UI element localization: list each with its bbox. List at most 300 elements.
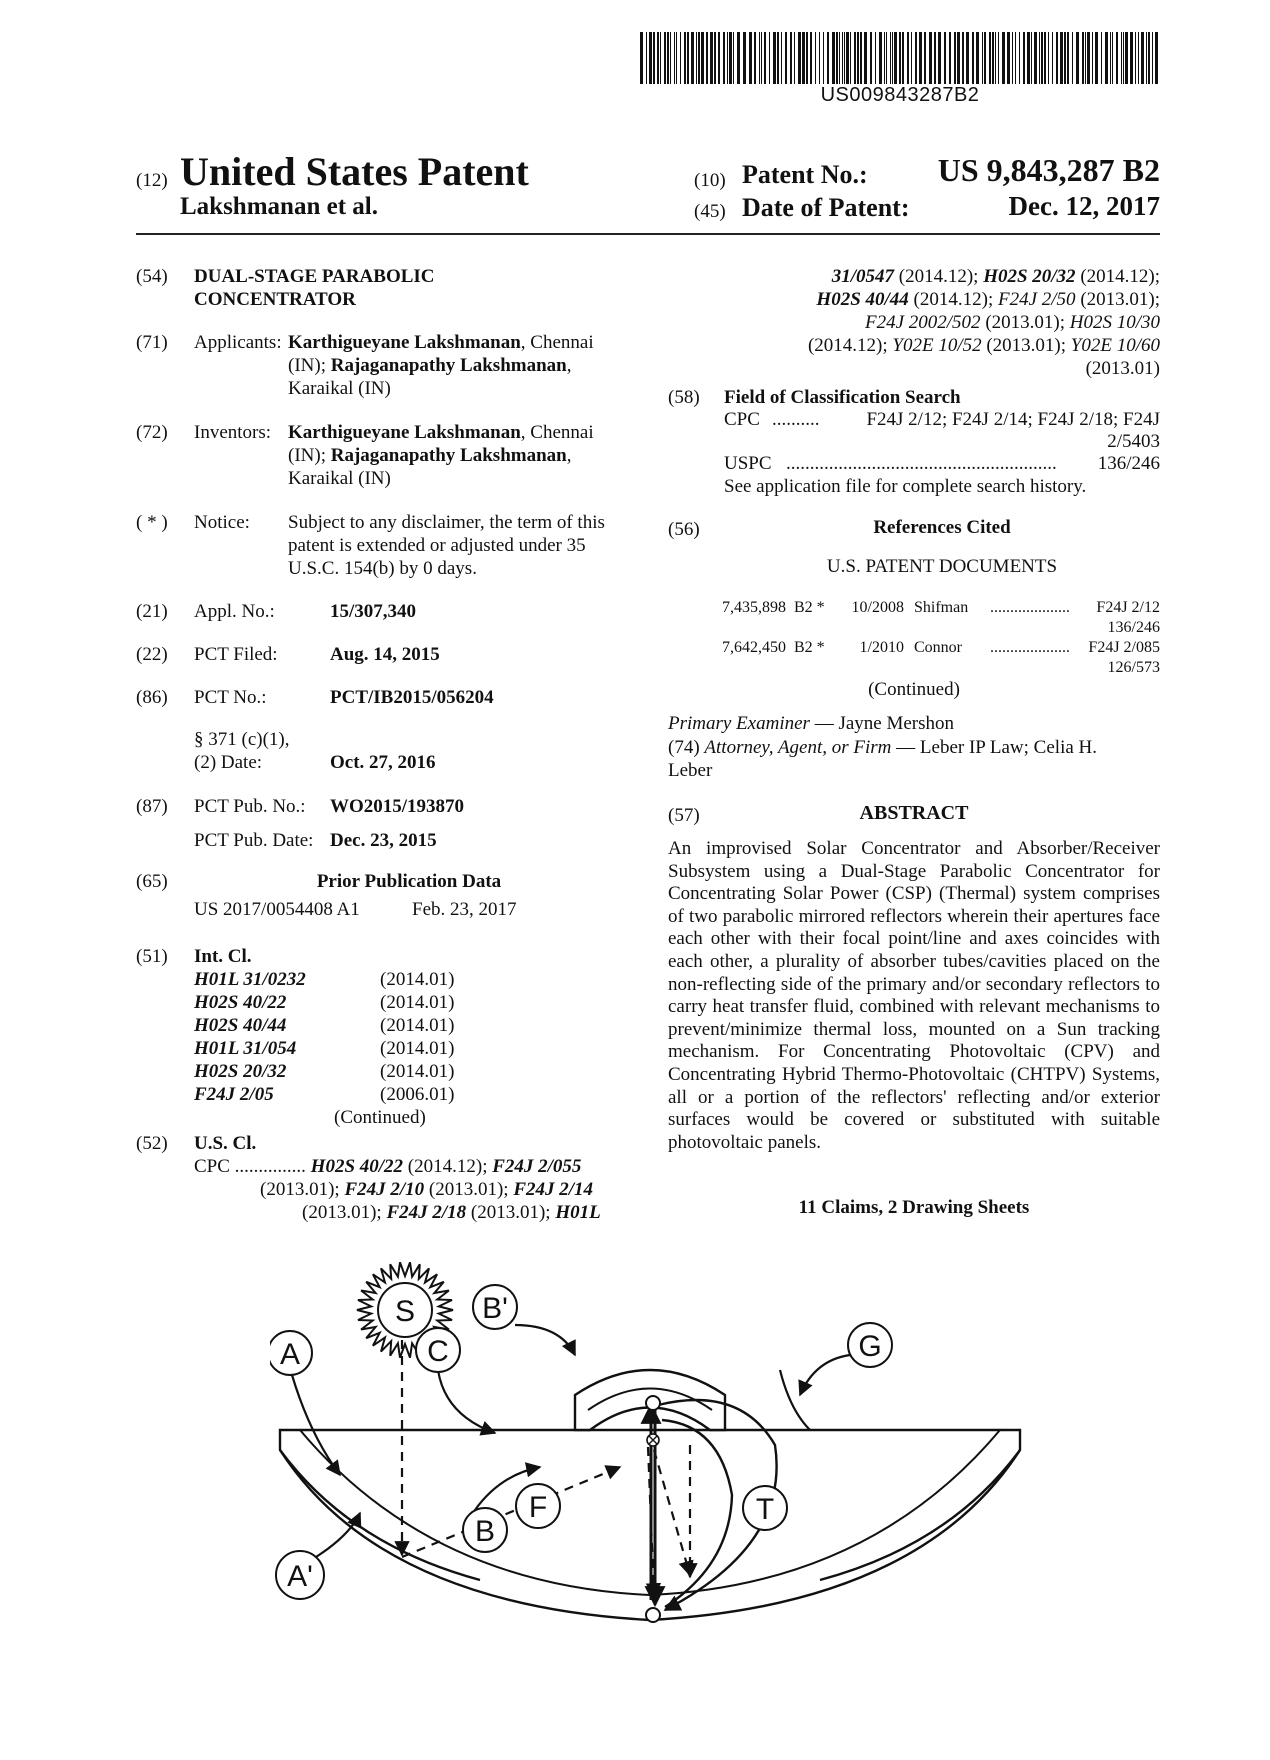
barcode-bar	[1130, 32, 1133, 84]
pct-no-value: PCT/IB2015/056204	[330, 687, 494, 708]
barcode-bar	[1155, 32, 1158, 84]
ref-dots: ....................	[990, 639, 1070, 656]
us-cl-cpc: CPC	[194, 1156, 230, 1177]
cpc-cont-ver7: (2013.01);	[981, 335, 1071, 356]
barcode-bar	[749, 32, 752, 84]
barcode-bar	[907, 32, 909, 84]
field-search-cpc-value2: 2/5403	[1107, 431, 1160, 452]
barcode-bar	[1148, 32, 1150, 84]
barcode-bar	[1087, 32, 1090, 84]
barcode-bar	[894, 32, 897, 84]
attorney-name2: Leber	[668, 760, 713, 781]
field-search-cpc-value1: F24J 2/12; F24J 2/14; F24J 2/18; F24J	[866, 409, 1160, 430]
label-B	[463, 1508, 507, 1552]
label-B-text: B	[474, 1515, 496, 1548]
label-S-text: S	[394, 1295, 416, 1328]
barcode-bar	[864, 32, 867, 84]
int-cl-continued: (Continued)	[334, 1107, 426, 1128]
field-search-uspc-dots: .........................................................	[786, 453, 1057, 474]
examiner-label: Primary Examiner	[668, 713, 810, 734]
barcode-bar	[660, 32, 661, 84]
int-cl-code: H02S 20/32	[194, 1061, 287, 1082]
barcode-bar	[846, 32, 849, 84]
s371-date-label: (2) Date:	[194, 752, 263, 773]
ref-kind: B2 *	[794, 639, 825, 656]
barcode-bar	[798, 32, 801, 84]
barcode-bar	[794, 32, 795, 84]
patent-no-code: (10)	[694, 170, 726, 191]
cpc-cont-code6: H02S 10/30	[1069, 312, 1160, 333]
barcode-bar	[842, 32, 843, 84]
inventor-loc2: ,	[566, 445, 572, 466]
header-rule	[136, 233, 1160, 235]
cpc-cont-code4: F24J 2/50	[997, 289, 1076, 310]
barcode-bar	[1105, 32, 1108, 84]
examiner-dash: —	[809, 713, 839, 734]
barcode-bar	[737, 32, 740, 84]
field-57-num: (57)	[668, 805, 700, 826]
cpc-cont-line4	[668, 334, 1160, 357]
barcode-bar	[664, 32, 666, 84]
us-cl-code1: H02S 40/22	[310, 1156, 404, 1177]
barcode-bar	[879, 32, 882, 84]
barcode-bar	[777, 32, 779, 84]
label-Bp	[473, 1285, 517, 1329]
date-label: Date of Patent:	[742, 193, 910, 222]
label-C-text: C	[427, 1335, 449, 1368]
barcode-bar	[1041, 32, 1043, 84]
cpc-cont-code8: Y02E 10/60	[1070, 335, 1160, 356]
barcode-bar	[743, 32, 746, 84]
barcode-bar	[854, 32, 856, 84]
barcode-bar	[966, 32, 969, 84]
cpc-cont-ver3: (2014.12);	[908, 289, 998, 310]
barcode-bar	[1072, 32, 1073, 84]
barcode-bar	[934, 32, 936, 84]
barcode-bar	[1064, 32, 1066, 84]
label-Ap-text: A'	[287, 1560, 313, 1593]
representative-drawing	[270, 1245, 1030, 1635]
us-cl-code5: F24J 2/18	[386, 1202, 467, 1223]
label-Ap	[276, 1551, 324, 1599]
inventor-name1: Karthigueyane Lakshmanan	[288, 422, 521, 443]
us-cl-code4: F24J 2/14	[513, 1179, 594, 1200]
barcode-bar	[790, 32, 792, 84]
us-cl-dots: ...............	[234, 1156, 306, 1177]
barcode-bar	[1023, 32, 1025, 84]
cpc-cont-code2: H02S 20/32	[983, 266, 1076, 287]
inventors-label: Inventors:	[194, 422, 272, 443]
references-continued: (Continued)	[868, 679, 960, 700]
us-cl-code6: H01L	[555, 1202, 601, 1223]
prior-pub-number: US 2017/0054408 A1	[194, 899, 360, 920]
attorney-dash: —	[891, 737, 920, 758]
invention-title-line2: CONCENTRATOR	[194, 289, 356, 310]
label-C	[416, 1328, 460, 1372]
barcode-bar	[657, 32, 659, 84]
barcode-bar	[1146, 32, 1147, 84]
references-heading: References Cited	[873, 517, 1011, 538]
barcode-bar	[687, 32, 689, 84]
int-cl-code: H02S 40/22	[194, 992, 287, 1013]
inventor-short: Lakshmanan et al.	[180, 193, 378, 220]
cpc-cont-line5: (2013.01)	[1085, 358, 1160, 379]
barcode-bar	[962, 32, 964, 84]
int-cl-code: H01L 31/054	[194, 1038, 297, 1059]
barcode-bar	[1092, 32, 1093, 84]
cpc-cont-code3: H02S 40/44	[816, 289, 909, 310]
barcode-bar	[832, 32, 835, 84]
label-G-text: G	[858, 1330, 882, 1363]
us-cl-line2	[260, 1178, 593, 1201]
barcode-bar	[1048, 32, 1049, 84]
barcode-bar	[729, 32, 732, 84]
field-22-num: (22)	[136, 644, 168, 665]
barcode-bar	[1044, 32, 1046, 84]
date-value: Dec. 12, 2017	[1008, 191, 1160, 221]
barcode-bar	[972, 32, 974, 84]
invention-title-line1: DUAL-STAGE PARABOLIC	[194, 266, 435, 287]
applicant-loc1: , Chennai	[520, 332, 594, 353]
barcode-bar	[1116, 32, 1118, 84]
pct-filed-value: Aug. 14, 2015	[330, 644, 440, 665]
barcode-bar	[646, 32, 647, 84]
field-52-num: (52)	[136, 1133, 168, 1154]
ref-kind: B2 *	[794, 599, 825, 616]
barcode-bar	[823, 32, 824, 84]
ref-number: 7,642,450	[722, 639, 786, 656]
notice-line2: patent is extended or adjusted under 35	[288, 535, 586, 556]
field-search-cpc-dots: ..........	[772, 409, 820, 430]
us-cl-heading: U.S. Cl.	[194, 1133, 257, 1154]
barcode-bar	[1082, 32, 1084, 84]
barcode-bar	[761, 32, 762, 84]
abstract-heading: ABSTRACT	[859, 802, 969, 824]
barcode-bar	[1031, 32, 1032, 84]
ref-class2: 126/573	[1107, 659, 1160, 676]
ref-date: 1/2010	[859, 639, 904, 656]
barcode-bar	[836, 32, 838, 84]
us-cl-line1	[194, 1155, 581, 1178]
inventor-loc3: Karaikal (IN)	[288, 468, 391, 489]
field-search-heading: Field of Classification Search	[724, 387, 961, 408]
inventor-loc1: , Chennai	[520, 422, 594, 443]
cpc-cont-line1	[668, 265, 1160, 288]
barcode-bar	[890, 32, 891, 84]
barcode-bar	[938, 32, 941, 84]
abstract-body: An improvised Solar Concentrator and Absorber/Receiver Subsystem using a Dual-Stage Parabolic Concentrator for Concentrating Solar Power (CSP) (Thermal) system comprises of two parabolic mirrored reflectors wherein their apertures face each other with their focal point/line and axes coincides with each other, a plurality of absorber tubes/cavities placed on the non-reflecting side of the primary and/or secondary reflectors to carry heat transfer fluid, combined with relevant mechanisms to prevent/minimize thermal loss, mounted on a Sun tracking mechanism. For Concentrating Photovoltaic (CPV) and Concentrating Hybrid Thermo-Photovoltaic (CHTPV) Systems, all or a portion of the reflectors' reflecting and/or exterior surfaces would be covered or substituted with suitable photovoltaic panels.	[668, 838, 1160, 1153]
ref-number: 7,435,898	[722, 599, 786, 616]
pct-pub-no-value: WO2015/193870	[330, 796, 465, 817]
barcode-bar	[759, 32, 760, 84]
barcode-bar	[1112, 32, 1113, 84]
ref-name: Connor	[914, 639, 962, 656]
cpc-cont-ver2: (2014.12);	[1075, 266, 1160, 287]
barcode-bar	[674, 32, 675, 84]
callout-arrow-G-tail	[780, 1370, 810, 1430]
barcode-bar	[850, 32, 851, 84]
barcode-bar	[1056, 32, 1058, 84]
ref-date: 10/2008	[851, 599, 904, 616]
barcode-bar	[989, 32, 991, 84]
label-T-text: T	[755, 1493, 775, 1526]
notice-line3: U.S.C. 154(b) by 0 days.	[288, 558, 477, 579]
cpc-cont-line3	[668, 311, 1160, 334]
field-56-num: (56)	[668, 519, 700, 540]
barcode-bar	[957, 32, 960, 84]
examiner-line	[668, 712, 954, 735]
int-cl-version: (2014.01)	[380, 969, 455, 990]
inventor-name2: Rajaganapathy Lakshmanan	[330, 445, 567, 466]
barcode-bar	[1123, 32, 1124, 84]
barcode-bar	[902, 32, 904, 84]
field-21-num: (21)	[136, 601, 168, 622]
s371-date-value: Oct. 27, 2016	[330, 752, 436, 773]
notice-line1: Subject to any disclaimer, the term of this	[288, 512, 605, 533]
cpc-cont-code1: 31/0547	[831, 266, 894, 287]
attorney-name1: Leber IP Law; Celia H.	[919, 737, 1098, 758]
field-search-uspc-label: USPC	[724, 453, 772, 474]
barcode-bar	[680, 32, 681, 84]
barcode-bar	[701, 32, 704, 84]
field-search-see: See application file for complete search history.	[724, 476, 1087, 497]
pct-pub-date-value: Dec. 23, 2015	[330, 830, 437, 851]
barcode-bar	[886, 32, 887, 84]
barcode-bar	[696, 32, 697, 84]
prior-pub-heading: Prior Publication Data	[316, 871, 502, 892]
s371-label: § 371 (c)(1),	[194, 729, 290, 750]
barcode-bar	[815, 32, 816, 84]
barcode-bar	[1052, 32, 1053, 84]
barcode-bar	[802, 32, 805, 84]
field-search-uspc-value: 136/246	[1097, 453, 1160, 474]
barcode-bar	[653, 32, 655, 84]
field-54-num: (54)	[136, 266, 168, 287]
barcode-bar	[649, 32, 652, 84]
barcode-bar	[899, 32, 901, 84]
attorney-num: (74)	[668, 737, 705, 758]
barcode-bar	[1095, 32, 1098, 84]
barcode-bar	[1027, 32, 1030, 84]
prior-pub-date: Feb. 23, 2017	[412, 899, 517, 920]
barcode-bar	[684, 32, 686, 84]
barcode-bar	[984, 32, 986, 84]
barcode-bar	[1034, 32, 1037, 84]
applicant-line2	[288, 354, 571, 377]
references-sub: U.S. PATENT DOCUMENTS	[826, 556, 1058, 577]
barcode-bar	[998, 32, 999, 84]
barcode-bar	[915, 32, 917, 84]
barcode-bar	[785, 32, 787, 84]
int-cl-code: H01L 31/0232	[194, 969, 306, 990]
int-cl-version: (2014.01)	[380, 1061, 455, 1082]
applicant-loc2: ,	[566, 355, 572, 376]
ref-class2: 136/246	[1107, 619, 1160, 636]
barcode-bar	[723, 32, 725, 84]
int-cl-code: F24J 2/05	[194, 1084, 274, 1105]
barcode-bar	[884, 32, 885, 84]
cpc-cont-line2	[668, 288, 1160, 311]
appl-no-label: Appl. No.:	[194, 601, 275, 622]
pct-pub-date-label: PCT Pub. Date:	[194, 830, 314, 851]
us-cl-line3	[302, 1201, 601, 1224]
ref-class: F24J 2/12	[1096, 599, 1160, 616]
barcode-bar	[1152, 32, 1153, 84]
claims-count: 11 Claims, 2 Drawing Sheets	[798, 1197, 1030, 1218]
barcode-bar	[839, 32, 840, 84]
barcode-bar	[1002, 32, 1005, 84]
pct-pub-no-label: PCT Pub. No.:	[194, 796, 306, 817]
barcode-bar	[1141, 32, 1144, 84]
applicant-line1	[288, 331, 594, 354]
int-cl-heading: Int. Cl.	[194, 946, 252, 967]
barcode-bar	[670, 32, 671, 84]
barcode-bar	[718, 32, 720, 84]
cpc-cont-code5: F24J 2002/502	[864, 312, 981, 333]
barcode-bar	[992, 32, 994, 84]
applicants-label: Applicants:	[194, 332, 282, 353]
callout-arrow-G	[800, 1355, 850, 1395]
patent-no-label: Patent No.:	[742, 160, 868, 189]
callout-arrow-C	[438, 1370, 495, 1433]
barcode-bar	[806, 32, 808, 84]
barcode-bar	[875, 32, 876, 84]
int-cl-version: (2014.01)	[380, 992, 455, 1013]
field-87-num: (87)	[136, 796, 168, 817]
barcode-bar	[924, 32, 926, 84]
patent-title-heading: United States Patent	[180, 149, 529, 194]
barcode-bar	[698, 32, 700, 84]
field-58-num: (58)	[668, 387, 700, 408]
patent-no-value: US 9,843,287 B2	[937, 152, 1160, 188]
barcode-bar	[982, 32, 983, 84]
field-71-num: (71)	[136, 332, 168, 353]
barcode-bar	[1012, 32, 1013, 84]
barcode-bar	[1101, 32, 1102, 84]
barcode-bar	[857, 32, 859, 84]
pct-no-label: PCT No.:	[194, 687, 267, 708]
us-cl-ver5: (2013.01);	[466, 1202, 556, 1223]
barcode-bar	[1135, 32, 1136, 84]
barcode-bar	[1076, 32, 1079, 84]
us-cl-ver1: (2014.12);	[403, 1156, 493, 1177]
cpc-cont-code7: Y02E 10/52	[892, 335, 982, 356]
barcode-bar	[1019, 32, 1020, 84]
us-cl-ver2: (2013.01);	[260, 1179, 345, 1200]
int-cl-version: (2006.01)	[380, 1084, 455, 1105]
inventor-line1	[288, 421, 594, 444]
barcode-bar	[929, 32, 932, 84]
barcode-bar	[949, 32, 951, 84]
field-86-num: (86)	[136, 687, 168, 708]
barcode-bar	[1085, 32, 1086, 84]
barcode-bar	[892, 32, 893, 84]
attorney-label: Attorney, Agent, or Firm	[704, 737, 892, 758]
barcode-bar	[1110, 32, 1111, 84]
appl-no-value: 15/307,340	[330, 601, 417, 622]
pct-filed-label: PCT Filed:	[194, 644, 278, 665]
label-A	[270, 1331, 312, 1375]
barcode-bar	[710, 32, 713, 84]
barcode-bar	[860, 32, 862, 84]
barcode-number: US009843287B2	[820, 84, 980, 106]
header-doc-code: (12)	[136, 170, 168, 191]
us-cl-code3: F24J 2/10	[344, 1179, 425, 1200]
callout-arrow-Bp	[515, 1325, 575, 1355]
label-F	[516, 1484, 560, 1528]
notice-label: Notice:	[194, 512, 250, 533]
barcode-bar	[976, 32, 979, 84]
applicant-loc1b: (IN);	[288, 355, 331, 376]
field-65-num: (65)	[136, 871, 168, 892]
label-F-text: F	[528, 1491, 548, 1524]
field-72-num: (72)	[136, 422, 168, 443]
attorney-line1	[668, 736, 1097, 759]
notice-num: ( * )	[136, 512, 168, 533]
examiner-name: Jayne Mershon	[838, 713, 955, 734]
barcode-bar	[810, 32, 812, 84]
barcode-bar	[827, 32, 829, 84]
barcode-bar	[676, 32, 677, 84]
barcode-bar	[691, 32, 694, 84]
barcode-bar	[919, 32, 922, 84]
barcode-bar	[640, 32, 643, 84]
inventor-loc1b: (IN);	[288, 445, 331, 466]
field-search-cpc-label: CPC	[724, 409, 760, 430]
inventor-line2	[288, 444, 571, 467]
barcode-bar	[844, 32, 845, 84]
barcode-bar	[1121, 32, 1122, 84]
barcode-bar	[1067, 32, 1069, 84]
int-cl-code: H02S 40/44	[194, 1015, 287, 1036]
barcode-bar	[727, 32, 728, 84]
applicant-loc3: Karaikal (IN)	[288, 378, 391, 399]
us-cl-ver3: (2013.01);	[424, 1179, 514, 1200]
label-S	[395, 1295, 415, 1328]
date-code: (45)	[694, 201, 726, 222]
label-Bp-text: B'	[482, 1292, 508, 1325]
label-G	[848, 1323, 892, 1367]
int-cl-version: (2014.01)	[380, 1015, 455, 1036]
int-cl-version: (2014.01)	[380, 1038, 455, 1059]
barcode-bar	[769, 32, 770, 84]
ref-class: F24J 2/085	[1088, 639, 1160, 656]
barcode-bar	[773, 32, 776, 84]
barcode-bar	[714, 32, 716, 84]
barcode-bar	[819, 32, 820, 84]
barcode-bar	[667, 32, 669, 84]
cpc-cont-ver6: (2014.12);	[807, 335, 893, 356]
barcode-bar	[764, 32, 766, 84]
barcode-bar	[706, 32, 708, 84]
cpc-cont-ver1: (2014.12);	[894, 266, 984, 287]
cpc-cont-ver4: (2013.01);	[1075, 289, 1160, 310]
barcode-bar	[733, 32, 734, 84]
barcode-bar	[1039, 32, 1040, 84]
barcode-bar	[1015, 32, 1016, 84]
barcode-bar	[1138, 32, 1139, 84]
field-51-num: (51)	[136, 946, 168, 967]
barcode-bar	[870, 32, 872, 84]
applicant-name2: Rajaganapathy Lakshmanan	[330, 355, 567, 376]
barcode-bar	[1007, 32, 1010, 84]
us-cl-code2: F24J 2/055	[492, 1156, 582, 1177]
us-cl-ver4: (2013.01);	[302, 1202, 387, 1223]
barcode-bar	[754, 32, 756, 84]
barcode-bar	[1125, 32, 1128, 84]
barcode-bar	[995, 32, 996, 84]
barcode-bar	[781, 32, 782, 84]
